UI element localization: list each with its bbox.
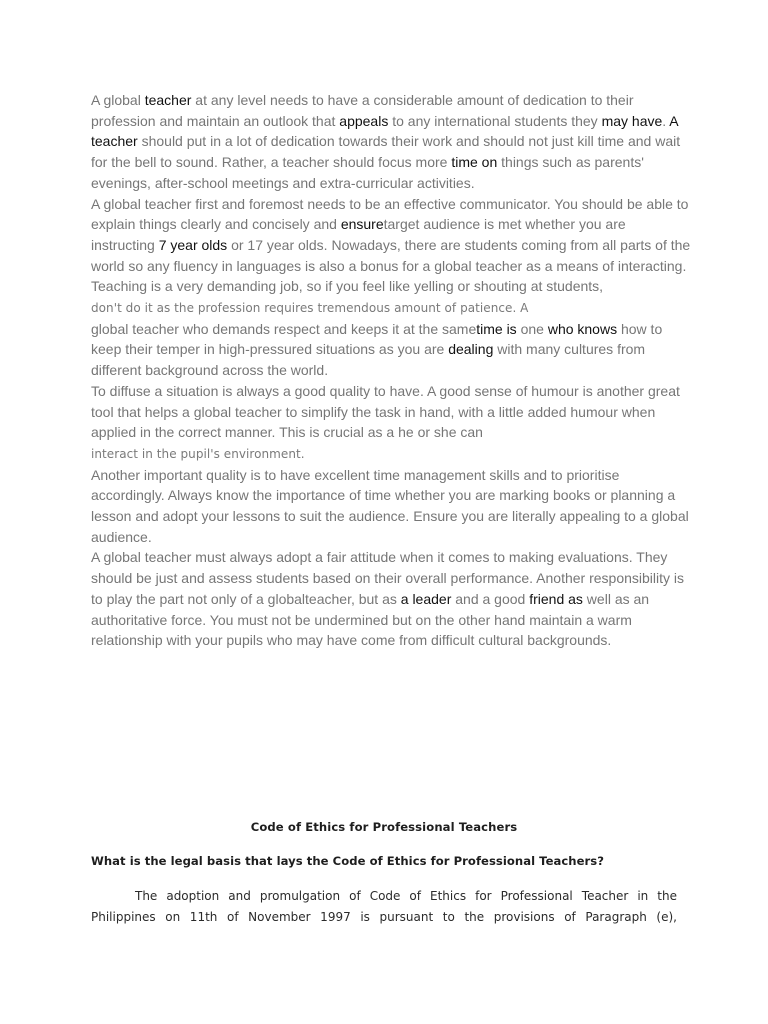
highlighted-text: time on (451, 154, 498, 171)
ethics-body-paragraph (91, 886, 677, 928)
body-text: target audience is met whether you are instructing (91, 216, 626, 253)
body-text: A global teacher first and foremost needs to be an effective communicator. You should be able to explain things clearly and concisely and (91, 195, 689, 233)
highlighted-text: A teacher (91, 112, 678, 150)
body-text: at any level needs to have a considerable amount of dedication to their profession and maintain an outlook that (91, 92, 634, 129)
essay-paragraph-6 (91, 547, 691, 651)
essay-paragraph-3 (91, 276, 691, 381)
highlighted-text: who knows (547, 320, 618, 337)
highlighted-text: appeals (339, 112, 389, 129)
body-text: or 17 year olds. Nowadays, there are students coming from all parts of the world so any fluency in languages is also a bonus for a global teacher as a means of interacting. (91, 236, 691, 274)
ethics-body-line-1: The adoption and promulgation of Code of Ethics for Professional Teacher in the (135, 889, 677, 903)
essay-paragraph-3-first: Teaching is a very demanding job, so if you feel like yelling or shouting at students, (91, 278, 604, 295)
ethics-heading: Code of Ethics for Professional Teachers (250, 820, 518, 834)
essay-paragraph-4-alt-line: interact in the pupil's environment. (91, 446, 305, 461)
highlighted-text: time is (476, 320, 517, 337)
essay-paragraph-1 (91, 90, 691, 194)
highlighted-text: dealing (448, 341, 494, 358)
highlighted-text: teacher (144, 92, 192, 108)
essay-section (91, 90, 691, 651)
highlighted-text: 7 year olds (158, 236, 228, 253)
body-text: and a good (451, 590, 530, 607)
body-text: with many cultures from different background across the world. (91, 341, 646, 379)
essay-paragraph-5: Another important quality is to have excellent time management skills and to prioritise accordingly. Always know the importance of time whether you are marking books or planning a lesson and adopt your lessons to suit the audience. Ensure you are literally appealing to a global audience. (91, 466, 689, 545)
body-text: one (516, 320, 548, 337)
highlighted-text: friend as (529, 590, 583, 607)
body-text: how to keep their temper in high-pressured situations as you are (91, 320, 663, 358)
body-text: to any international students they (388, 112, 602, 129)
body-text: things such as parents' evenings, after-school meetings and extra-curricular activities. (91, 154, 644, 191)
body-text: well as an authoritative force. You must not be undermined but on the other hand maintain a warm relationship with your pupils who may have come from difficult cultural backgrounds. (91, 590, 650, 649)
body-text: global teacher who demands respect and keeps it at the same (91, 320, 477, 337)
body-text: A global (91, 92, 145, 108)
highlighted-text: ensure (340, 216, 384, 233)
essay-paragraph-3-alt-line: don't do it as the profession requires tremendous amount of patience. A (91, 301, 529, 316)
body-text: . (662, 112, 670, 129)
essay-paragraph-4-text: To diffuse a situation is always a good quality to have. A good sense of humour is another great tool that helps a global teacher to simplify the task in hand, with a little added humour when applied in the correct manner. This is crucial as a he or she can (91, 382, 680, 441)
body-text: should put in a lot of dedication towards their work and should not just kill time and wait for the bell to sound. Rather, a teacher should focus more (91, 133, 681, 171)
essay-paragraph-4 (91, 381, 691, 465)
ethics-body-line-2: Philippines on 11th of November 1997 is pursuant to the provisions of Paragraph (e), (91, 910, 677, 924)
ethics-question: What is the legal basis that lays the Code of Ethics for Professional Teachers? (91, 854, 605, 868)
body-text: A global teacher must always adopt a fair attitude when it comes to making evaluations. They should be just and assess students based on their overall performance. Another responsibility is to play the part not only of a globalteacher, but as (91, 549, 685, 607)
essay-paragraph-3-rest (91, 321, 662, 378)
essay-paragraph-2 (91, 194, 691, 277)
highlighted-text: may have (601, 112, 663, 129)
highlighted-text: a leader (400, 590, 452, 607)
